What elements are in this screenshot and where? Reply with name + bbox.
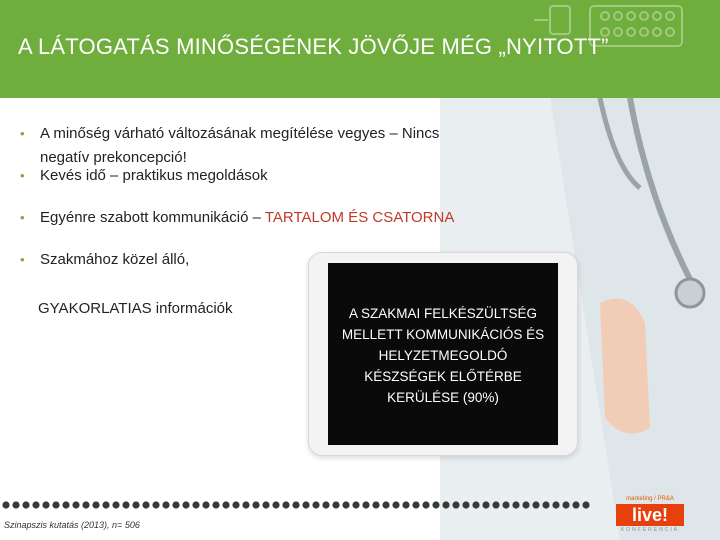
divider-dot bbox=[322, 501, 329, 508]
logo-sub-text: KONFERENCIA bbox=[620, 527, 680, 533]
divider-dot bbox=[192, 501, 199, 508]
divider-dot bbox=[92, 501, 99, 508]
divider-dot bbox=[12, 501, 19, 508]
tablet-screen bbox=[328, 263, 558, 445]
divider-dot bbox=[502, 501, 509, 508]
divider-dot bbox=[482, 501, 489, 508]
divider-dot bbox=[462, 501, 469, 508]
divider-dot bbox=[362, 501, 369, 508]
divider-dot bbox=[532, 501, 539, 508]
divider-dot bbox=[162, 501, 169, 508]
logo-main-text: live! bbox=[616, 504, 684, 526]
divider-dot bbox=[422, 501, 429, 508]
divider-dot bbox=[442, 501, 449, 508]
bullet-dot-icon: • bbox=[20, 126, 25, 141]
divider-dot bbox=[222, 501, 229, 508]
bullet-continuation: GYAKORLATIAS információk bbox=[38, 300, 233, 317]
divider-dot bbox=[142, 501, 149, 508]
bullet-item bbox=[18, 206, 488, 248]
divider-dot bbox=[102, 501, 109, 508]
divider-dot bbox=[32, 501, 39, 508]
divider-dot bbox=[202, 501, 209, 508]
divider-dot bbox=[232, 501, 239, 508]
divider-dot bbox=[332, 501, 339, 508]
divider-dot bbox=[62, 501, 69, 508]
divider-dot bbox=[562, 501, 569, 508]
divider-dot bbox=[472, 501, 479, 508]
source-note: Szinapszis kutatás (2013), n= 506 bbox=[4, 520, 140, 530]
bullet-dot-icon: • bbox=[20, 210, 25, 225]
divider-dot bbox=[452, 501, 459, 508]
divider-dot bbox=[542, 501, 549, 508]
divider-dot bbox=[382, 501, 389, 508]
divider-dot bbox=[432, 501, 439, 508]
divider-dot bbox=[262, 501, 269, 508]
divider-dot bbox=[512, 501, 519, 508]
divider-dot bbox=[2, 501, 9, 508]
divider-dot bbox=[252, 501, 259, 508]
divider-dot bbox=[292, 501, 299, 508]
divider-dot bbox=[22, 501, 29, 508]
divider-dot bbox=[212, 501, 219, 508]
divider-dot bbox=[112, 501, 119, 508]
divider-dot bbox=[372, 501, 379, 508]
tablet-device bbox=[308, 252, 578, 456]
divider-dot bbox=[312, 501, 319, 508]
divider-dot bbox=[182, 501, 189, 508]
divider-dot bbox=[492, 501, 499, 508]
bullet-dot-icon: • bbox=[20, 252, 25, 267]
bullet-text: Kevés idő – praktikus megoldások bbox=[40, 167, 268, 184]
divider-dot bbox=[552, 501, 559, 508]
divider-dot bbox=[52, 501, 59, 508]
conference-logo bbox=[612, 496, 688, 536]
divider-dot bbox=[242, 501, 249, 508]
divider-dot bbox=[122, 501, 129, 508]
divider-dot bbox=[72, 501, 79, 508]
divider-dot bbox=[172, 501, 179, 508]
divider-dot bbox=[42, 501, 49, 508]
divider-dot bbox=[392, 501, 399, 508]
bullet-text: Egyénre szabott kommunikáció – bbox=[40, 209, 265, 226]
divider-dot bbox=[572, 501, 579, 508]
divider-dot bbox=[522, 501, 529, 508]
bullet-item bbox=[18, 164, 488, 206]
bullet-text: Szakmához közel álló, bbox=[40, 251, 190, 268]
divider-dot bbox=[582, 501, 589, 508]
bullet-highlight: TARTALOM ÉS CSATORNA bbox=[264, 209, 455, 226]
logo-top-text: marketing / PR&A bbox=[626, 496, 674, 502]
divider-dot bbox=[152, 501, 159, 508]
bullet-text: A minőség várható változásának megítélése vegyes – Nincs negatív prekoncepció! bbox=[40, 125, 440, 166]
header-bar bbox=[0, 0, 720, 98]
divider-dot bbox=[132, 501, 139, 508]
divider-dot bbox=[282, 501, 289, 508]
divider-dot bbox=[82, 501, 89, 508]
tablet-screen-text: A SZAKMAI FELKÉSZÜLTSÉG MELLETT KOMMUNIKÁCIÓS ÉS HELYZETMEGOLDÓ KÉSZSÉGEK ELŐTÉRBE KERÜLÉSE (90%) bbox=[341, 306, 545, 405]
divider-dot bbox=[412, 501, 419, 508]
divider-dot bbox=[402, 501, 409, 508]
bullet-item bbox=[18, 122, 488, 164]
divider-dot bbox=[272, 501, 279, 508]
divider-dot bbox=[342, 501, 349, 508]
bullet-dot-icon: • bbox=[20, 168, 25, 183]
dotted-divider bbox=[0, 498, 590, 512]
divider-dot bbox=[352, 501, 359, 508]
divider-dot bbox=[302, 501, 309, 508]
slide-title: A LÁTOGATÁS MINŐSÉGÉNEK JÖVŐJE MÉG „NYITOTT” bbox=[18, 34, 609, 59]
